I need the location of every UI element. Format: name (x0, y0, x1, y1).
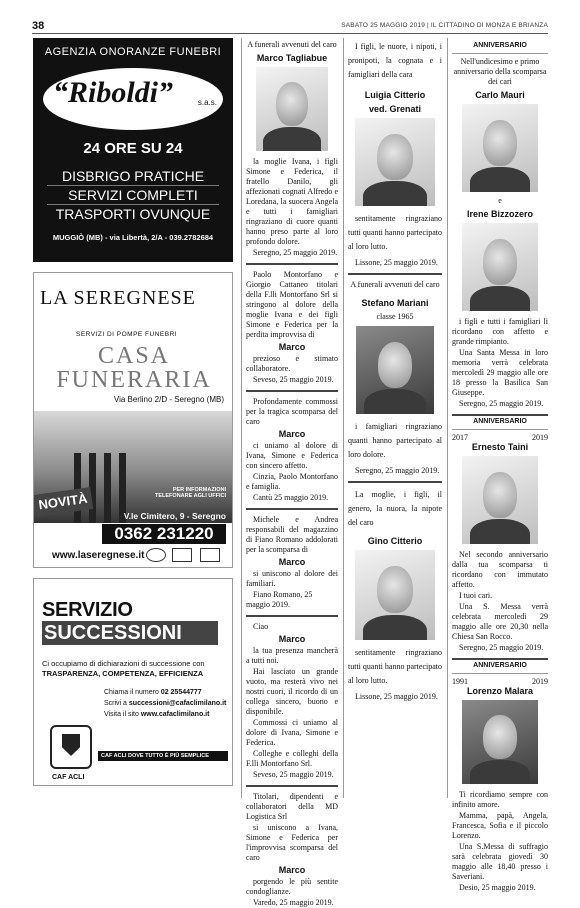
ad-riboldi-line: TRASPORTI OVUNQUE (55, 206, 211, 222)
obit-name: Lorenzo Malara (466, 686, 533, 696)
info-line: PER INFORMAZIONI (172, 487, 226, 493)
portrait-photo (462, 456, 538, 544)
obit-text: Cinzia, Paolo Montorfano e famiglia. (246, 472, 338, 491)
ad-caf-label: CAF ACLI (52, 774, 85, 781)
obit-date: Fiano Romano, 25 maggio 2019. (246, 590, 313, 609)
obit-text: Ti ricordiamo sempre con infinito amore. (452, 790, 548, 809)
year-end: 2019 (532, 677, 548, 686)
obit-text: sentitamente ringraziano tutti quanti hanno partecipato al loro lutto. (348, 648, 442, 685)
seal-icon (146, 548, 166, 562)
portrait-photo (462, 223, 538, 311)
ad-caf-title1: SERVIZIO (42, 599, 133, 621)
obit-date: Lissone, 25 maggio 2019. (355, 258, 438, 267)
obit-name: Carlo Mauri (475, 90, 525, 100)
divider (246, 263, 338, 265)
ad-seregnese-novita: NOVITÀ (33, 487, 93, 517)
ad-seregnese-street: V.le Cimitero, 9 - Seregno (123, 511, 226, 521)
obit-text: Paolo Montorfano e Giorgio Cattaneo titolari della F.lli Montorfano Srl si stringono al dolore della moglie Ivana e dei figli Simone e Federica per la perdita improvvisa di (246, 270, 338, 339)
obit-name: Marco Tagliabue (256, 53, 328, 63)
obituary-column-3 (348, 40, 442, 702)
portrait-photo (356, 326, 434, 414)
ad-riboldi-hours: 24 ORE SU 24 (83, 140, 183, 157)
obit-text: la tua presenza mancherà a tutti noi. (246, 646, 338, 665)
ad-seregnese-address: Via Berlino 2/D - Seregno (MB) (113, 395, 224, 404)
ad-seregnese-web[interactable]: www.laseregnese.it (52, 550, 145, 561)
obit-date: Seveso, 25 maggio 2019. (253, 770, 334, 779)
ad-caf-title2: SUCCESSIONI (42, 621, 218, 645)
ad-caf-desc2: TRASPARENZA, COMPETENZA, EFFICIENZA (42, 669, 204, 678)
facebook-icon[interactable] (172, 548, 192, 562)
obit-text: sentitamente ringraziano tutti quanti hanno partecipato al loro lutto. (348, 214, 442, 251)
portrait-photo (462, 104, 538, 192)
obit-text: Una Santa Messa in loro memoria verrà celebrata mercoledì 29 maggio alle ore 18 presso la Basilica San Giuseppe. (452, 348, 548, 397)
portrait-photo (355, 550, 435, 640)
obit-intro: A funerali avvenuti del caro (350, 280, 440, 289)
anniversary-years (452, 433, 548, 444)
obit-text: si uniscono al dolore dei familiari. (246, 569, 338, 588)
obit-text: i figli e tutti i famigliari li ricordano con affetto e grande rimpianto. (452, 317, 548, 346)
ad-seregnese-casa: CASA (97, 343, 171, 369)
obituary-column-4 (452, 40, 548, 893)
divider (246, 508, 338, 510)
obit-text: Una S. Messa verrà celebrata mercoledì 29 maggio alle ore 20,30 nella Chiesa San Rocco. (452, 602, 548, 641)
ad-caf-slogan-bar: CAF ACLI DOVE TUTTO È PIÙ SEMPLICE (98, 751, 228, 761)
obit-class: classe 1965 (376, 312, 414, 321)
obit-name: Marco (278, 865, 306, 875)
page-number: 38 (32, 20, 45, 32)
ad-seregnese-funeraria: FUNERARIA (56, 367, 212, 393)
anniversary-heading: ANNIVERSARIO (452, 414, 548, 430)
obit-name: Marco (278, 429, 306, 439)
ad-riboldi-agency: AGENZIA ONORANZE FUNEBRI (44, 46, 222, 58)
obit-text: Michele e Andrea responsabili del magazzino di Fiano Romano addolorati per la scomparsa di (246, 515, 338, 554)
anniversary-heading: ANNIVERSARIO (452, 658, 548, 674)
ad-seregnese[interactable] (33, 272, 233, 568)
obit-name: Stefano Mariani (361, 298, 429, 308)
obit-text: la moglie Ivana, i figli Simone e Federica, il fratello Danilo, gli affezionati cognati Alfredo e Loredana, la suocera Angela e tutti i famigliari ringraziano di cuore quanti hanno preso parte al loro profondo dolore. (246, 157, 338, 246)
ad-riboldi-line: DISBRIGO PRATICHE (47, 167, 219, 186)
ad-riboldi-logo (43, 68, 223, 130)
year-start: 1991 (452, 677, 468, 686)
obit-date: Seregno, 25 maggio 2019. (253, 248, 338, 257)
obit-date: Seregno, 25 maggio 2019. (459, 643, 544, 652)
ad-caf-contact-web[interactable]: Visita il sito www.cafaclimilano.it (104, 711, 210, 718)
obit-text: Ciao (253, 622, 269, 631)
ad-seregnese-brand: LA SEREGNESE (40, 287, 196, 309)
divider (348, 273, 442, 275)
ad-seregnese-subtitle: SERVIZI DI POMPE FUNEBRI (76, 331, 178, 338)
column-rule (447, 38, 448, 798)
obit-date: Cantù 25 maggio 2019. (253, 493, 329, 502)
obit-text: Profondamente commossi per la tragica scomparsa del caro (246, 397, 338, 426)
obit-text: Mamma, papà, Angela, Francesca, Sofia e il piccolo Lorenzo. (452, 811, 548, 840)
divider (246, 615, 338, 617)
obit-name: Irene Bizzozero (466, 209, 533, 219)
info-line: TELEFONARE AGLI UFFICI (155, 493, 226, 499)
year-start: 2017 (452, 433, 468, 442)
column-rule (343, 38, 344, 798)
obit-date: Varedo, 25 maggio 2019. (253, 898, 334, 907)
obit-text: Commossi ci uniamo al dolore di Ivana, Simone e Federica. (246, 718, 338, 747)
ad-caf-desc1: Ci occupiamo di dichiarazioni di successione con (42, 659, 205, 668)
portrait-photo (462, 700, 538, 784)
obit-text: porgendo le più sentite condoglianze. (246, 877, 338, 896)
ad-riboldi-footer: MUGGIÒ (MB) - via Libertà, 2/A - 039.2782684 (52, 233, 214, 242)
obit-name: Gino Citterio (367, 536, 423, 546)
divider (246, 390, 338, 392)
ad-seregnese-phone: 0362 231220 (102, 524, 226, 544)
year-end: 2019 (532, 433, 548, 442)
ad-riboldi-line: SERVIZI COMPLETI (47, 186, 219, 205)
obit-text: si uniscono a Ivana, Simone e Federica per l'improvvisa scomparsa del caro (246, 823, 338, 862)
obit-text: i famigliari ringraziano quanti hanno partecipato al loro dolore. (348, 422, 442, 459)
obit-date: Desio, 25 maggio 2019. (459, 883, 536, 892)
obit-text: ci uniamo al dolore di Ivana, Simone e Federica con sincero affetto. (246, 441, 338, 470)
obit-text: Hai lasciato un grande vuoto, ma resterà vivo nei nostri cuori, il ricordo di un collega sincero, buono e disponibile. (246, 667, 338, 716)
ad-riboldi[interactable] (33, 38, 233, 262)
ad-caf-contact-phone: Chiama il numero 02 25544777 (104, 689, 202, 696)
column-rule (241, 38, 242, 798)
obit-text: prezioso e stimato collaboratore. (246, 354, 338, 373)
obit-name: Ernesto Taini (471, 442, 529, 452)
obit-name: Luigia Citterio (364, 90, 426, 100)
portrait-photo (256, 67, 328, 151)
ad-riboldi-services (33, 167, 233, 223)
obit-text: La moglie, i figli, il genero, la nuora, la nipote del caro (348, 490, 442, 527)
acli-logo-icon (50, 725, 92, 769)
obit-intro: A funerali avvenuti del caro (247, 40, 337, 49)
ad-seregnese-info (155, 487, 226, 499)
obit-text: I figli, le nuore, i nipoti, i pronipoti, la cognata e i famigliari della cara (348, 42, 442, 79)
obit-text: I tuoi cari. (459, 591, 493, 600)
header-dateline: SABATO 25 MAGGIO 2019 | IL CITTADINO DI MONZA E BRIANZA (341, 22, 548, 29)
obit-text: Titolari, dipendenti e collaboratori della MD Logistica Srl (246, 792, 338, 821)
page-header (32, 20, 548, 34)
obit-date: Seregno, 25 maggio 2019. (459, 399, 544, 408)
obit-name-subtitle: ved. Grenati (368, 104, 422, 114)
conjunction: e (498, 196, 502, 205)
divider (348, 481, 442, 483)
obit-text: Colleghe e colleghi della F.lli Montorfano Srl. (246, 749, 338, 768)
ad-riboldi-suffix: s.a.s. (197, 98, 217, 107)
anniversary-heading: ANNIVERSARIO (452, 40, 548, 54)
obit-name: Marco (278, 557, 306, 567)
ad-riboldi-name: “Riboldi” (53, 76, 174, 109)
obit-date: Lissone, 25 maggio 2019. (355, 692, 438, 701)
ad-caf-contact-email[interactable]: Scrivi a successioni@cafaclimilano.it (104, 700, 227, 707)
obit-text: Una S.Messa di suffragio sarà celebrata giovedì 30 maggio alle 18,40 presso i Saveriani. (452, 842, 548, 881)
obit-date: Seregno, 25 maggio 2019. (355, 466, 440, 475)
ad-caf-acli[interactable] (33, 578, 233, 786)
obituary-column-2 (246, 40, 338, 908)
divider (246, 785, 338, 787)
obit-text: Nell'undicesimo e primo anniversario della scomparsa dei cari (453, 57, 547, 86)
obit-date: Seveso, 25 maggio 2019. (253, 375, 334, 384)
obit-name: Marco (278, 634, 306, 644)
portrait-photo (355, 118, 435, 206)
obit-name: Marco (278, 342, 306, 352)
obit-text: Nel secondo anniversario dalla tua scomparsa ti ricordano con immutato affetto. (452, 550, 548, 589)
instagram-icon[interactable] (200, 548, 220, 562)
anniversary-years (452, 677, 548, 688)
